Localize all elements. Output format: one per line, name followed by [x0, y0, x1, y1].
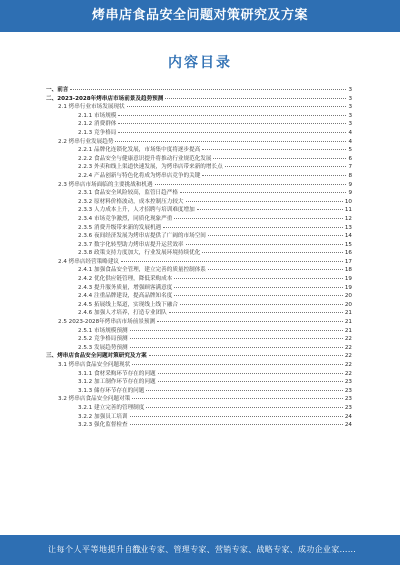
- toc-entry[interactable]: [46, 335, 352, 344]
- toc-leader-dots: [158, 373, 343, 374]
- toc-leader-dots: [202, 252, 343, 253]
- toc-leader-dots: [130, 347, 343, 348]
- toc-entry-page: 9: [348, 181, 352, 188]
- toc-entry-label: 2.4.3 提升服务质量，增强顾客满意度: [78, 284, 173, 291]
- toc-entry-page: 23: [344, 404, 352, 411]
- toc-entry-page: 3: [348, 112, 352, 119]
- toc-entry-label: 3.1.1 食材采购环节存在的问题: [78, 370, 156, 377]
- toc-entry-page: 24: [344, 422, 352, 429]
- toc-entry-page: 8: [348, 172, 352, 179]
- toc-entry-page: 21: [344, 310, 352, 317]
- toc-entry[interactable]: [46, 258, 352, 267]
- toc-leader-dots: [186, 244, 343, 245]
- toc-entry-label: 2.3.7 数字化转型助力烤串店提升运营效率: [78, 241, 184, 248]
- toc-leader-dots: [146, 407, 343, 408]
- toc-entry[interactable]: [46, 309, 352, 318]
- toc-entry[interactable]: [46, 344, 352, 353]
- toc-leader-dots: [213, 158, 346, 159]
- toc-entry-page: 16: [344, 250, 352, 257]
- toc-entry[interactable]: [46, 138, 352, 147]
- toc-leader-dots: [174, 218, 343, 219]
- toc-entry-page: 4: [348, 129, 352, 136]
- toc-entry-label: 2.5.1 市场规模预测: [78, 327, 128, 334]
- toc-leader-dots: [149, 355, 343, 356]
- toc-entry[interactable]: [46, 155, 352, 164]
- toc-entry-label: 三、烤串店食品安全问题对策研究及方案: [46, 353, 147, 360]
- toc-entry-page: 15: [344, 241, 352, 248]
- toc-entry-page: 4: [348, 138, 352, 145]
- toc-entry-page: 21: [344, 319, 352, 326]
- toc-entry-label: 2.4.5 拓展线上渠道，实现线上线下融合: [78, 301, 178, 308]
- table-of-contents: [46, 86, 352, 430]
- toc-entry-label: 3.1.2 加工制作环节存在的问题: [78, 379, 156, 386]
- toc-entry-label: 2.2.2 食品安全与健康意识提升将推动行业规范化发展: [78, 155, 212, 162]
- toc-leader-dots: [174, 278, 343, 279]
- toc-entry[interactable]: [46, 146, 352, 155]
- toc-entry-page: 23: [344, 387, 352, 394]
- toc-entry-label: 2.3.2 原材料价格波动，成本控制压力较大: [78, 198, 184, 205]
- toc-leader-dots: [155, 184, 347, 185]
- toc-entry-label: 2.2 烤串行业发展趋势: [58, 138, 114, 145]
- toc-leader-dots: [157, 321, 343, 322]
- toc-entry-label: 2.4.4 注重品牌建设，提高品牌知名度: [78, 293, 173, 300]
- toc-entry-page: 7: [348, 164, 352, 171]
- toc-entry-label: 3.1.3 储存环节存在的问题: [78, 387, 145, 394]
- toc-entry-page: 3: [348, 104, 352, 111]
- toc-entry-page: 22: [344, 344, 352, 351]
- toc-entry-page: 23: [344, 379, 352, 386]
- toc-entry-page: 22: [344, 362, 352, 368]
- toc-entry-page: 24: [344, 413, 352, 420]
- toc-entry-label: 二、2023-2028年烤串店市场前景及趋势预测: [46, 95, 164, 102]
- toc-entry-page: 22: [344, 370, 352, 377]
- toc-entry-page: 23: [344, 396, 352, 403]
- toc-leader-dots: [118, 123, 346, 124]
- toc-leader-dots: [197, 209, 343, 210]
- toc-entry[interactable]: [46, 206, 352, 215]
- toc-entry[interactable]: [46, 249, 352, 258]
- toc-entry[interactable]: [46, 318, 352, 327]
- toc-entry-label: 2.4.1 加强食品安全管理，建立完善的质量控制体系: [78, 267, 206, 274]
- toc-entry[interactable]: [46, 215, 352, 224]
- document-title: 烤串店食品安全问题对策研究及方案: [91, 8, 308, 23]
- toc-entry-page: 11: [344, 207, 352, 214]
- toc-entry[interactable]: [46, 292, 352, 301]
- toc-entry-page: 13: [344, 224, 352, 231]
- toc-leader-dots: [130, 338, 343, 339]
- toc-entry[interactable]: [46, 198, 352, 207]
- toc-entry-label: 2.4.2 优化供应链管理，降低采购成本: [78, 276, 173, 283]
- toc-entry-label: 一、前言: [46, 87, 69, 93]
- toc-entry-page: 9: [348, 190, 352, 197]
- toc-entry-label: 2.3.6 夜间经济发展为烤串店提供了广阔的市场空间: [78, 233, 206, 240]
- toc-entry[interactable]: [46, 284, 352, 293]
- toc-entry[interactable]: [46, 129, 352, 138]
- toc-entry[interactable]: [46, 112, 352, 121]
- toc-entry-page: 22: [344, 353, 352, 360]
- toc-entry-label: 2.3 烤串店市场面临的主要挑战和机遇: [58, 181, 153, 188]
- toc-entry-label: 2.2.3 外卖和线上渠道快速发展，为烤串店带来新的增长点: [78, 164, 223, 171]
- toc-leader-dots: [115, 141, 346, 142]
- toc-entry-page: 6: [348, 155, 352, 162]
- toc-leader-dots: [127, 106, 347, 107]
- toc-entry-label: 2.2.4 产品创新与特色化将成为烤串店竞争的关键: [78, 172, 201, 179]
- toc-entry-page: 20: [344, 301, 352, 308]
- toc-entry-label: 2.4.6 加强人才培养，打造专业团队: [78, 310, 167, 317]
- toc-entry[interactable]: [46, 181, 352, 190]
- toc-entry-label: 3.2.1 建立完善的管理制度: [78, 404, 145, 411]
- toc-entry[interactable]: [46, 224, 352, 233]
- toc-entry[interactable]: [46, 95, 352, 104]
- toc-entry[interactable]: [46, 241, 352, 250]
- toc-entry[interactable]: [46, 387, 352, 396]
- toc-leader-dots: [174, 295, 343, 296]
- header-bar: [0, 0, 400, 32]
- toc-entry-label: 2.5.3 发展趋势预测: [78, 344, 128, 351]
- toc-entry-label: 2.3.5 消费升级带来新的发展机遇: [78, 224, 162, 231]
- toc-entry-page: 22: [344, 336, 352, 343]
- toc-entry-label: 3.1 烤串店食品安全问题现状: [58, 362, 131, 368]
- toc-leader-dots: [165, 98, 346, 99]
- toc-entry[interactable]: [46, 266, 352, 275]
- toc-entry[interactable]: [46, 413, 352, 422]
- footer-bar: [0, 535, 400, 565]
- toc-entry-label: 2.1.3 竞争格局: [78, 129, 117, 136]
- toc-entry[interactable]: [46, 378, 352, 387]
- toc-entry[interactable]: [46, 404, 352, 413]
- toc-entry-page: 10: [344, 198, 352, 205]
- toc-leader-dots: [163, 227, 343, 228]
- toc-entry-label: 2.1.1 市场规模: [78, 112, 117, 119]
- toc-entry-label: 2.5.2 竞争格局预测: [78, 336, 128, 343]
- toc-entry-page: 14: [344, 233, 352, 240]
- toc-entry[interactable]: [46, 103, 352, 112]
- toc-entry[interactable]: [46, 172, 352, 181]
- toc-entry[interactable]: [46, 370, 352, 379]
- toc-entry[interactable]: [46, 163, 352, 172]
- toc-entry-label: 2.2.1 品牌化连锁化发展，市场集中度将逐步提高: [78, 147, 201, 154]
- toc-leader-dots: [146, 390, 343, 391]
- toc-entry-page: 3: [348, 87, 352, 93]
- toc-entry[interactable]: [46, 395, 352, 404]
- toc-heading: 内容目录: [168, 55, 232, 71]
- toc-entry-label: 2.1.2 消费群体: [78, 121, 117, 128]
- toc-entry[interactable]: [46, 421, 352, 430]
- toc-entry-label: 3.2.3 强化监督检查: [78, 422, 128, 429]
- toc-entry[interactable]: [46, 301, 352, 310]
- toc-entry[interactable]: [46, 86, 352, 95]
- toc-leader-dots: [132, 398, 343, 399]
- toc-entry-label: 3.2 烤串店食品安全问题对策: [58, 396, 131, 403]
- toc-entry[interactable]: [46, 352, 352, 361]
- toc-leader-dots: [208, 235, 343, 236]
- toc-leader-dots: [225, 166, 347, 167]
- toc-entry-page: 3: [348, 95, 352, 102]
- toc-leader-dots: [118, 115, 346, 116]
- toc-entry[interactable]: [46, 361, 352, 370]
- toc-leader-dots: [169, 312, 343, 313]
- footer-slogan: 让每个人平等地提升自我: [48, 545, 142, 554]
- toc-leader-dots: [202, 149, 346, 150]
- toc-leader-dots: [70, 89, 346, 90]
- toc-leader-dots: [118, 132, 346, 133]
- toc-leader-dots: [208, 269, 343, 270]
- toc-leader-dots: [130, 330, 343, 331]
- toc-entry-label: 2.4 烤串店经营策略建议: [58, 258, 120, 265]
- toc-entry-label: 2.3.4 市场竞争激烈，同质化现象严重: [78, 215, 173, 222]
- toc-entry-page: 12: [344, 215, 352, 222]
- toc-entry-page: 5: [348, 147, 352, 154]
- toc-entry[interactable]: [46, 189, 352, 198]
- toc-entry-page: 17: [344, 258, 352, 265]
- toc-entry[interactable]: [46, 120, 352, 129]
- toc-entry-label: 2.3.8 政策支持力度加大，行业发展环境持续优化: [78, 250, 201, 257]
- toc-leader-dots: [130, 416, 343, 417]
- toc-leader-dots: [121, 261, 343, 262]
- toc-entry-page: 18: [344, 267, 352, 274]
- toc-entry[interactable]: [46, 327, 352, 336]
- toc-entry-label: 3.2.2 加强员工培训: [78, 413, 128, 420]
- toc-leader-dots: [132, 364, 343, 365]
- toc-entry-label: 2.3.1 食品安全风险较高，监管日趋严格: [78, 190, 178, 197]
- footer-roles: 行业专家、管理专家、营销专家、战略专家、成功企业家……: [132, 545, 357, 554]
- toc-entry-page: 19: [344, 284, 352, 291]
- toc-entry-label: 2.1 烤串行业市场发展现状: [58, 104, 125, 111]
- toc-leader-dots: [202, 175, 346, 176]
- toc-leader-dots: [180, 304, 343, 305]
- toc-entry-page: 19: [344, 276, 352, 283]
- toc-entry-page: 21: [344, 327, 352, 334]
- toc-leader-dots: [186, 201, 343, 202]
- toc-leader-dots: [180, 192, 347, 193]
- toc-leader-dots: [174, 287, 343, 288]
- toc-entry-label: 2.3.3 人力成本上升，人才招聘与培训难度增加: [78, 207, 195, 214]
- toc-entry[interactable]: [46, 232, 352, 241]
- toc-entry-label: 2.5 2023-2028年烤串店市场前景预测: [58, 319, 156, 326]
- toc-leader-dots: [158, 381, 343, 382]
- toc-entry[interactable]: [46, 275, 352, 284]
- toc-entry-page: 3: [348, 121, 352, 128]
- toc-leader-dots: [130, 424, 343, 425]
- toc-entry-page: 20: [344, 293, 352, 300]
